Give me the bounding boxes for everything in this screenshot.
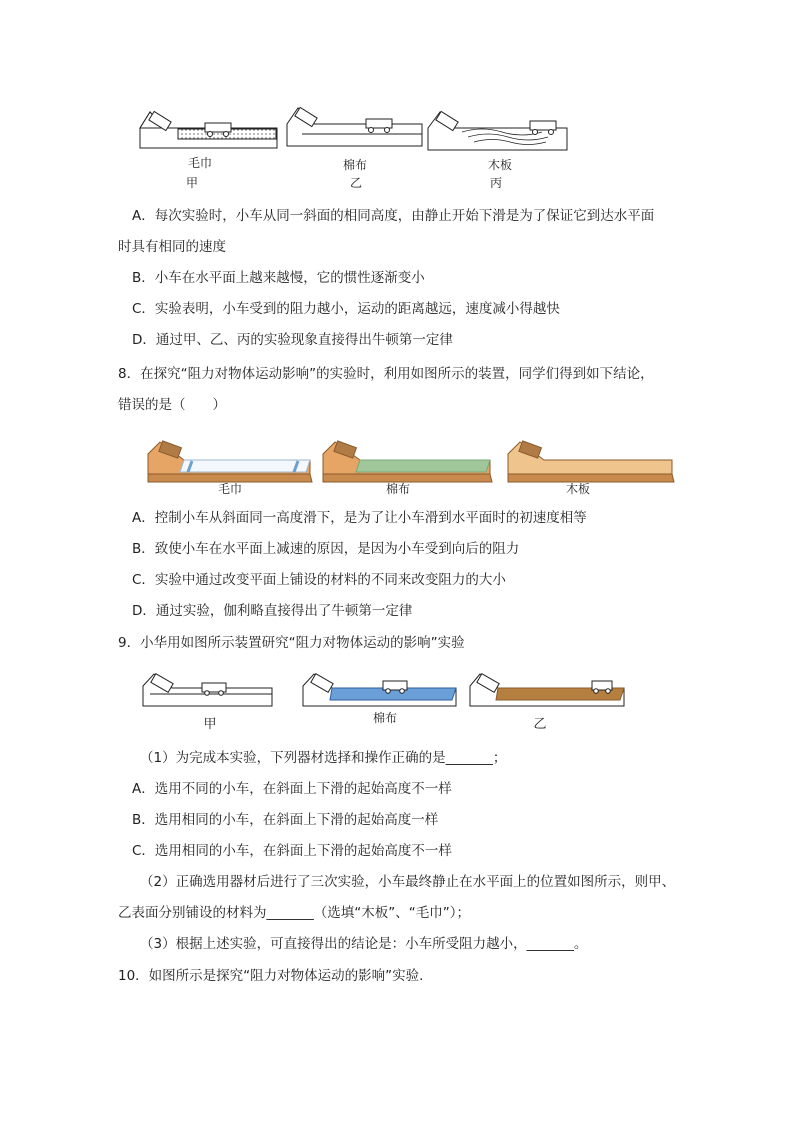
q7-apparatus-wood [428,111,567,150]
q9-label-1: 甲 [203,717,217,732]
q9-option-c: C．选用相同的小车，在斜面上下滑的起始高度不一样 [132,843,452,859]
q8-option-d: D．通过实验，伽利略直接得出了牛顿第一定律 [132,603,413,619]
q10-stem: 10．如图所示是探究“阻力对物体运动的影响”实验. [118,968,424,984]
q7-label-name-3: 丙 [489,176,502,190]
q9-stem: 9．小华用如图所示装置研究“阻力对物体运动的影响”实验 [118,635,465,651]
q7-option-c: C．实验表明，小车受到的阻力越小，运动的距离越远，速度减小得越快 [132,301,560,317]
q7-figure [0,0,794,160]
q9-sub1: （1）为完成本实验，下列器材选择和操作正确的是_______； [140,750,507,766]
q9-sub2-line1: （2）正确选用器材后进行了三次实验，小车最终静止在水平面上的位置如图所示，则甲、 [140,874,676,890]
q8-option-c: C．实验中通过改变平面上铺设的材料的不同来改变阻力的大小 [132,572,506,588]
q8-option-b: B．致使小车在水平面上减速的原因，是因为小车受到向后的阻力 [132,541,520,557]
q9-sub3: （3）根据上述实验，可直接得出的结论是：小车所受阻力越小，_______。 [140,936,588,952]
q7-label-material-2: 棉布 [342,158,367,172]
q8-stem-line1: 8．在探究“阻力对物体运动影响”的实验时，利用如图所示的装置，同学们得到如下结论， [118,366,654,382]
q8-apparatus-cotton [323,441,492,482]
q7-label-material-1: 毛巾 [187,156,212,170]
q9-option-b: B．选用相同的小车，在斜面上下滑的起始高度一样 [132,812,439,828]
q9-option-a: A．选用不同的小车，在斜面上下滑的起始高度不一样 [132,781,452,797]
q8-option-a: A．控制小车从斜面同一高度滑下，是为了让小车滑到水平面时的初速度相等 [132,510,587,526]
q9-apparatus-1 [143,674,272,706]
q7-label-name-1: 甲 [185,176,198,190]
q7-label-material-3: 木板 [487,158,512,172]
q8-label-cotton: 棉布 [385,482,410,496]
q8-apparatus-wood [508,441,674,482]
q8-apparatus-towel [148,441,312,482]
q7-option-b: B．小车在水平面上越来越慢，它的惯性逐渐变小 [132,270,425,286]
q9-sub2-line2: 乙表面分别铺设的材料为_______（选填“木板”、“毛巾”）； [118,905,470,921]
q9-label-2: 棉布 [372,711,397,725]
q8-figure [0,430,794,510]
q8-label-wood: 木板 [565,482,590,496]
q7-apparatus-towel [140,111,277,148]
q7-option-a: A．每次实验时，小车从同一斜面的相同高度，由静止开始下滑是为了保证它到达水平面 [132,208,655,224]
q7-option-a-cont: 时具有相同的速度 [118,239,226,255]
q7-apparatus-cotton [287,107,422,146]
q9-apparatus-2 [303,674,456,706]
q7-label-name-2: 乙 [349,176,362,190]
q7-option-d: D．通过甲、乙、丙的实验现象直接得出牛顿第一定律 [132,332,453,348]
q8-stem-line2: 错误的是（ ） [118,397,226,413]
q9-label-3: 乙 [533,717,547,732]
q8-label-towel: 毛巾 [217,482,242,496]
q9-apparatus-3 [470,674,624,706]
